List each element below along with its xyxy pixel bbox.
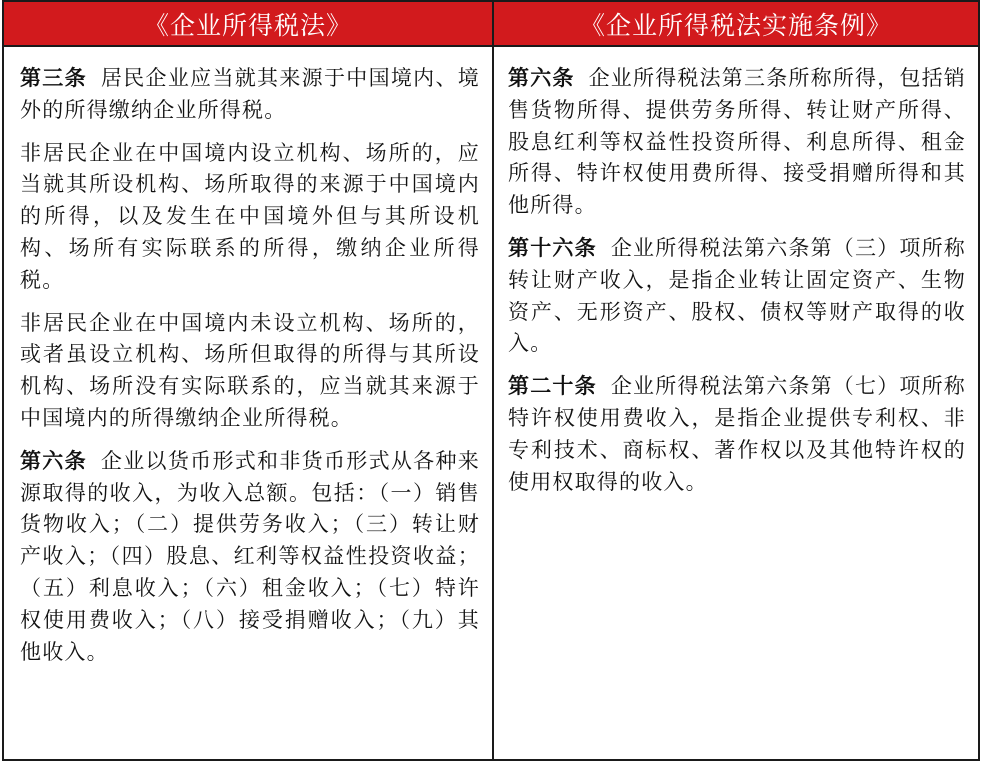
article-number: 第六条 [508,66,575,90]
regulations-column [494,47,978,759]
article-3-paragraph [20,63,480,127]
article-number: 第二十条 [508,374,597,399]
article-number: 第十六条 [508,235,597,260]
article-text: 企业所得税法第六条第（七）项所称特许权使用费收入，是指企业提供专利权、非专利技术、商标权、著作权以及其他特许权的使用权取得的收入。 [508,374,967,494]
article-text: 居民企业应当就其来源于中国境内、境外的所得缴纳企业所得税。 [20,66,480,122]
article-number: 第三条 [20,66,87,90]
article-3-paragraph-2: 非居民企业在中国境内设立机构、场所的，应当就其所设机构、场所取得的来源于中国境内的所得，以及发生在中国境外但与其所设机构、场所有实际联系的所得，缴纳企业所得税。 [20,140,480,292]
article-number: 第六条 [20,448,87,473]
header-tax-law: 《企业所得税法》 [4,2,494,47]
article-text: 企业所得税法第六条第（三）项所称转让财产收入，是指企业转让固定资产、生物资产、无形资产、股权、债权等财产取得的收入。 [508,235,967,356]
header-implementation-regulations: 《企业所得税法实施条例》 [494,2,978,47]
article-3-paragraph-3: 非居民企业在中国境内未设立机构、场所的，或者虽设立机构、场所但取得的所得与其所设机构、场所没有实际联系的，应当就其来源于中国境内的所得缴纳企业所得税。 [20,310,480,430]
regulation-article-6 [508,63,966,222]
article-text: 企业以货币形式和非货币形式从各种来源取得的收入，为收入总额。包括：（一）销售货物收入；（二）提供劳务收入；（三）转让财产收入；（四）股息、红利等权益性投资收益；（五）利息收入；（六）租金收入；（七）特许权使用费收入；（八）接受捐赠收入；（九）其他收入。 [20,448,480,664]
regulation-article-16 [508,233,966,360]
tax-law-column [4,47,494,759]
comparison-table [2,0,980,761]
article-text: 企业所得税法第三条所称所得，包括销售货物所得、提供劳务所得、转让财产所得、股息红利等权益性投资所得、利息所得、租金所得、特许权使用费所得、接受捐赠所得和其他所得。 [508,66,967,218]
article-6-paragraph [20,446,480,669]
regulation-article-20 [508,371,966,498]
